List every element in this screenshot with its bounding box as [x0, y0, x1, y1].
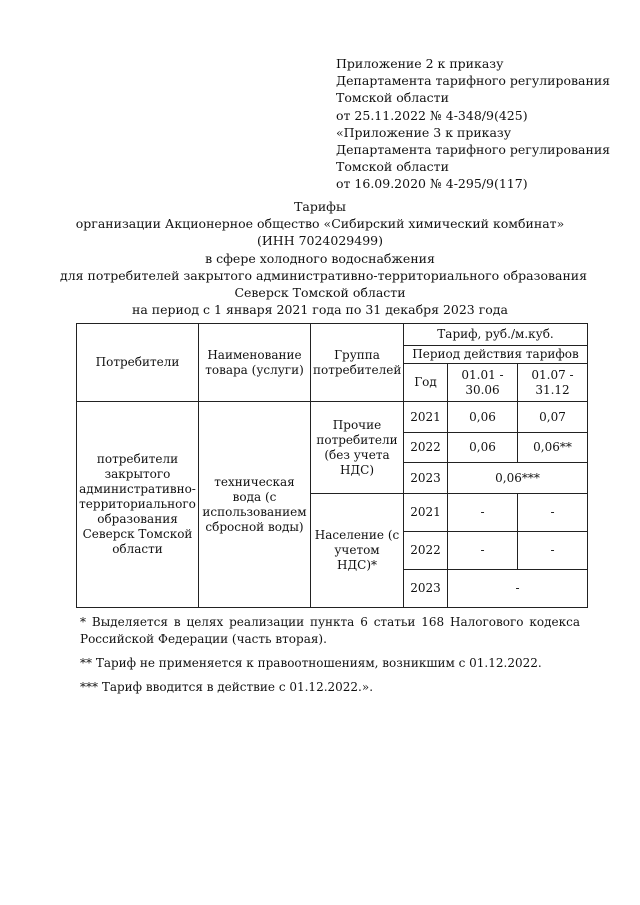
- group-cell: Прочие потребители (без учета НДС): [311, 402, 404, 494]
- appendix-line: Департамента тарифного регулирования: [336, 73, 611, 89]
- title-line: (ИНН 7024029499): [257, 233, 383, 249]
- appendix-line: Томской области: [336, 90, 449, 106]
- tariff-cell: -: [518, 494, 588, 532]
- tariff-cell: -: [448, 532, 518, 570]
- year-cell: 2023: [404, 570, 448, 608]
- table-header-row: [77, 324, 588, 346]
- year-cell: 2023: [404, 463, 448, 494]
- header-period-1: 01.01 - 30.06: [448, 364, 518, 402]
- header-year: Год: [404, 364, 448, 402]
- document-title: [60, 198, 588, 318]
- appendix-line: Приложение 2 к приказу: [336, 56, 504, 71]
- tariff-cell: 0,06: [448, 402, 518, 433]
- title-line: на период с 1 января 2021 года по 31 декабря 2023 года: [132, 302, 508, 318]
- year-cell: 2022: [404, 532, 448, 570]
- title-line: Тарифы: [294, 199, 346, 214]
- year-cell: 2021: [404, 402, 448, 433]
- appendix-header: [336, 55, 610, 193]
- tariff-cell: -: [448, 570, 588, 608]
- header-group: Группа потребителей: [311, 324, 404, 402]
- tariff-table: [76, 323, 588, 608]
- year-cell: 2022: [404, 433, 448, 463]
- header-consumers: Потребители: [77, 324, 199, 402]
- footnote: * Выделяется в целях реализации пункта 6 статьи 168 Налогового кодекса Российской Федерации (часть вторая).: [80, 615, 580, 646]
- tariff-cell: -: [518, 532, 588, 570]
- appendix-line: от 16.09.2020 № 4-295/9(117): [336, 176, 528, 192]
- appendix-line: «Приложение 3 к приказу: [336, 124, 512, 140]
- tariff-cell: 0,06: [448, 433, 518, 463]
- group-cell: Население (с учетом НДС)*: [311, 494, 404, 608]
- appendix-line: от 25.11.2022 № 4-348/9(425): [336, 107, 528, 123]
- header-period: Период действия тарифов: [404, 346, 588, 364]
- tariff-cell: 0,06***: [448, 463, 588, 494]
- title-line: организации Акционерное общество «Сибирский химический комбинат»: [75, 216, 565, 232]
- year-cell: 2021: [404, 494, 448, 532]
- consumer-cell: потребители закрытого административно-территориального образования Северск Томской области: [77, 402, 199, 608]
- footnote: *** Тариф вводится в действие с 01.12.2022.».: [80, 680, 374, 694]
- title-line: в сфере холодного водоснабжения: [205, 250, 435, 266]
- tariff-cell: 0,07: [518, 402, 588, 433]
- header-period-2: 01.07 - 31.12: [518, 364, 588, 402]
- appendix-line: Томской области: [336, 159, 449, 175]
- title-line: для потребителей закрытого административно-территориального образования: [60, 267, 588, 283]
- header-tariff: Тариф, руб./м.куб.: [404, 324, 588, 346]
- footnote: ** Тариф не применяется к правоотношениям, возникшим с 01.12.2022.: [80, 656, 542, 670]
- footnotes: [80, 614, 580, 703]
- tariff-cell: -: [448, 494, 518, 532]
- product-cell: техническая вода (с использованием сбросной воды): [199, 402, 311, 608]
- table-row: [77, 402, 588, 433]
- title-line: Северск Томской области: [234, 285, 406, 301]
- appendix-line: Департамента тарифного регулирования: [336, 142, 611, 158]
- tariff-cell: 0,06**: [518, 433, 588, 463]
- header-product: Наименование товара (услуги): [199, 324, 311, 402]
